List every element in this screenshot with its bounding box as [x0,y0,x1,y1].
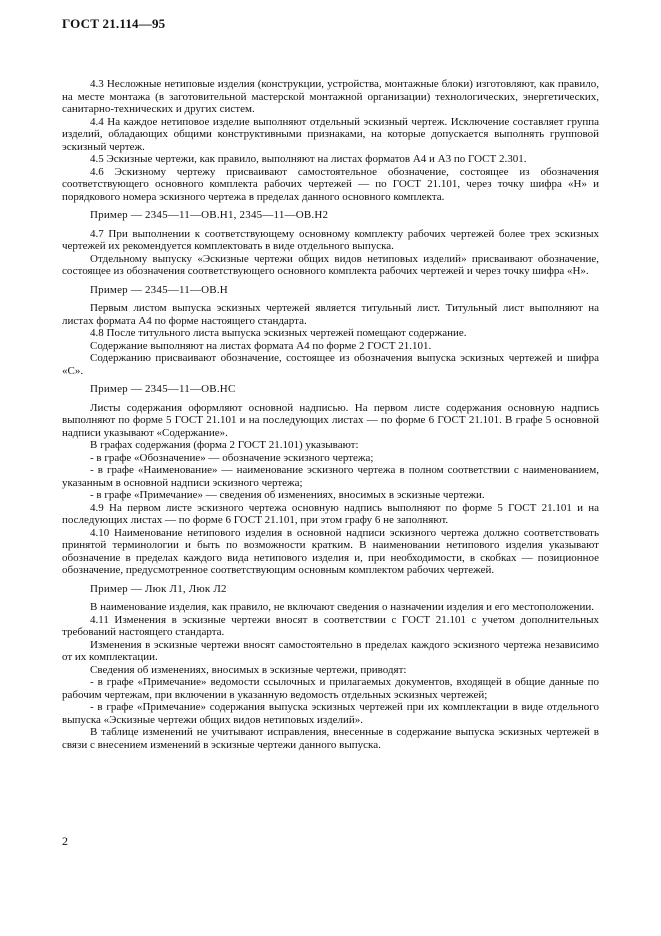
example-4-7: Пример — 2345—11—ОВ.Н [90,283,228,296]
paragraph-content-format: Содержание выполняют на листах формата А4 по форме 2 ГОСТ 21.101. [90,339,432,352]
document-body [62,78,599,751]
paragraph-4-5: 4.5 Эскизные чертежи, как правило, выполняют на листах форматов А4 и А3 по ГОСТ 2.301. [90,153,527,165]
paragraph-separate-release: Отдельному выпуску «Эскизные чертежи общих видов нетиповых изделий» присваивают обозначение, состоящее из обозначения соответствующего основного комплекта рабочих чертежей и через точку шифра «Н». [62,252,599,277]
list-item-designation: - в графе «Обозначение» — обозначение эскизного чертежа; [90,451,374,464]
paragraph-changes-info: Сведения об изменениях, вносимых в эскизные чертежи, приводят: [90,663,407,676]
paragraph-content-designation: Содержанию присваивают обозначение, состоящее из обозначения выпуска эскизных чертежей и шифра «С». [62,352,599,377]
list-item-release-content-note: - в графе «Примечание» содержания выпуска эскизных чертежей при их комплектации в виде отдельного выпуска «Эскизные чертежи общих видов нетиповых изделий». [62,701,599,726]
paragraph-title-sheet: Первым листом выпуска эскизных чертежей является титульный лист. Титульный лист выполняют на листах формата А4 по форме настоящего стандарта. [62,302,599,327]
paragraph-change-table: В таблице изменений не учитывают исправления, внесенные в содержание выпуска эскизных чертежей в связи с внесением изменений в эскизные чертежи данного выпуска. [62,726,599,751]
page-header: ГОСТ 21.114—95 [62,16,166,31]
paragraph-content-sheets: Листы содержания оформляют основной надписью. На первом листе содержания основную надпись выполняют по форме 5 ГОСТ 21.101 и на последующих листах — по форме 6 ГОСТ 21.101. В графе 5 основной надписи указывают «Содержание». [62,401,599,439]
paragraph-4-7: 4.7 При выполнении к соответствующему основному комплекту рабочих чертежей более трех эскизных чертежей их рекомендуется комплектовать в виде отдельного выпуска. [62,227,599,252]
paragraph-4-6: 4.6 Эскизному чертежу присваивают самостоятельное обозначение, состоящее из обозначения соответствующего основного комплекта рабочих чертежей — по ГОСТ 21.101, через точку шифра «Н» и порядкового номера эскизного чертежа в пределах данного основного комплекта. [62,165,599,203]
paragraph-4-3: 4.3 Несложные нетиповые изделия (конструкции, устройства, монтажные блоки) изготовляют, как правило, на месте монтажа (в заготовительной мастерской монтажной организации) технологических, энергетических, санитарно-технических и других систем. [62,78,599,115]
paragraph-4-11: 4.11 Изменения в эскизные чертежи вносят в соответствии с ГОСТ 21.101 с учетом дополнительных требований настоящего стандарта. [62,613,599,638]
paragraph-content-columns: В графах содержания (форма 2 ГОСТ 21.101) указывают: [90,439,359,451]
example-4-10: Пример — Люк Л1, Люк Л2 [90,582,227,595]
paragraph-4-10: 4.10 Наименование нетипового изделия в основной надписи эскизного чертежа должно соответствовать принятой терминологии и быть по возможности кратким. В наименовании нетипового изделия указывают обозначение в пределах каждого вида нетипового изделия и, при необходимости, в скобках — позиционное обозначение, предусмотренное соответствующим основным комплектом рабочих чертежей. [62,526,599,576]
paragraph-4-4: 4.4 На каждое нетиповое изделие выполняют отдельный эскизный чертеж. Исключение составляет группа изделий, обладающих общими конструктивными признаками, на которые допускается выполнять групповой эскизный чертеж. [62,115,599,153]
paragraph-4-9: 4.9 На первом листе эскизного чертежа основную надпись выполняют по форме 5 ГОСТ 21.101 и на последующих листах — по форме 6 ГОСТ 21.101, при этом графу 6 не заполняют. [62,501,599,526]
page-number: 2 [62,834,68,848]
paragraph-changes-independent: Изменения в эскизные чертежи вносят самостоятельно в пределах каждого эскизного чертежа независимо от их комплектации. [62,638,599,663]
list-item-name: - в графе «Наименование» — наименование эскизного чертежа в полном соответствии с наименованием, указанным в основной надписи эскизного чертежа; [62,464,599,489]
list-item-note: - в графе «Примечание» — сведения об изменениях, вносимых в эскизные чертежи. [90,489,485,501]
paragraph-4-8: 4.8 После титульного листа выпуска эскизных чертежей помещают содержание. [90,327,467,339]
example-4-6: Пример — 2345—11—ОВ.Н1, 2345—11—ОВ.Н2 [90,209,329,221]
paragraph-name-exclusion: В наименование изделия, как правило, не включают сведения о назначении изделия и его местоположении. [90,601,595,613]
example-4-8: Пример — 2345—11—ОВ.НС [90,383,236,395]
list-item-reference-doc-note: - в графе «Примечание» ведомости ссылочных и прилагаемых документов, входящей в общие данные по рабочим чертежам, при включении в указанную ведомость отдельных эскизных чертежей; [62,676,599,701]
